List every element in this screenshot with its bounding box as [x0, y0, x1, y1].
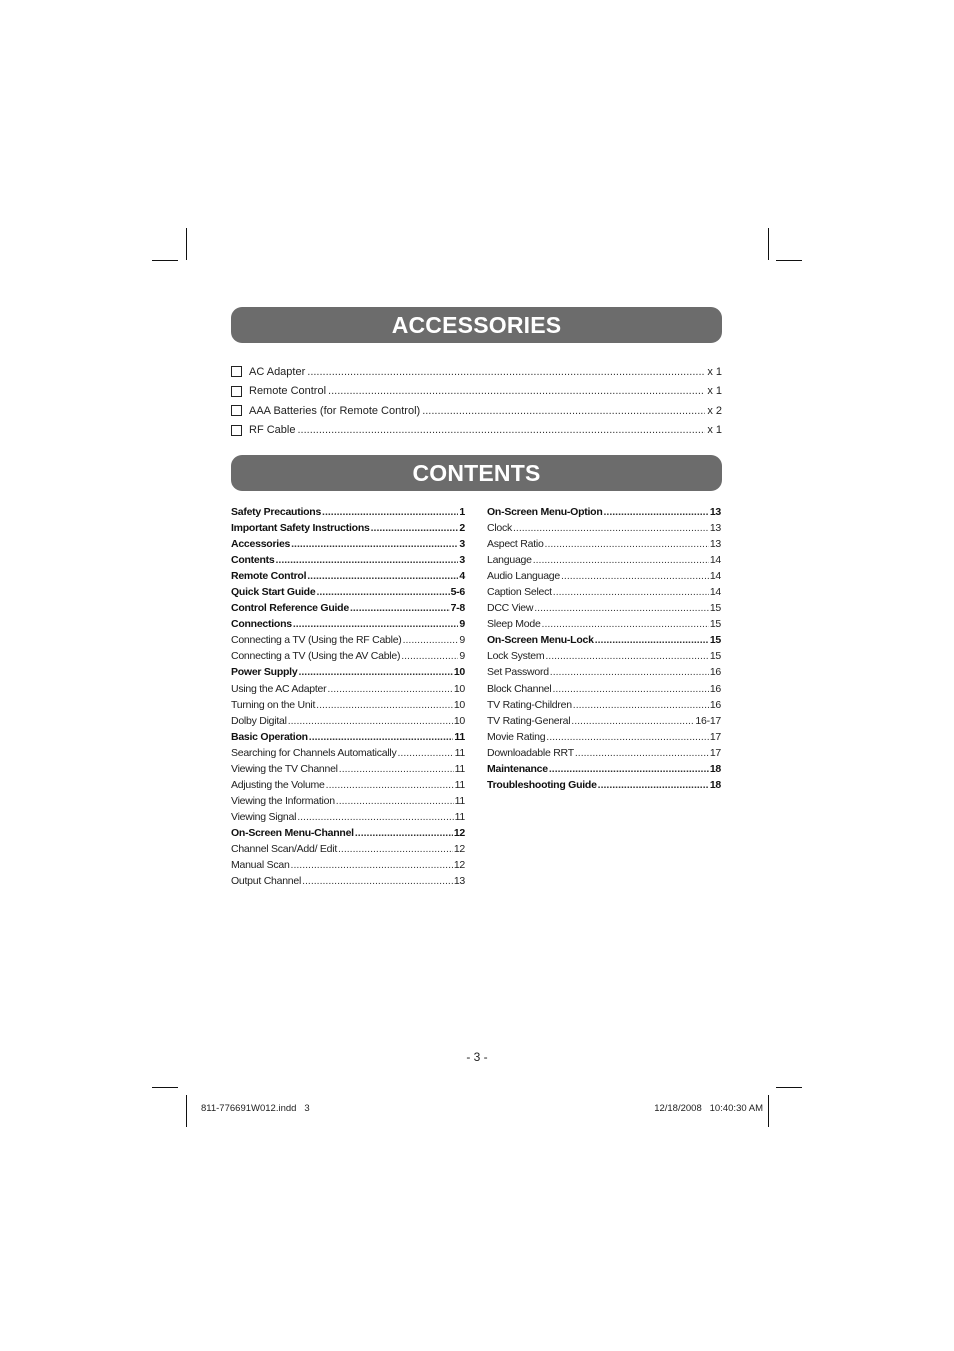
dot-leader	[291, 859, 453, 871]
toc-entry-page: 13	[709, 506, 721, 518]
list-item	[231, 421, 722, 441]
toc-entry	[487, 554, 721, 570]
toc-entry-title: Basic Operation	[231, 730, 308, 743]
toc-entry	[487, 699, 721, 715]
toc-entry-page: 12	[453, 826, 465, 839]
toc-entry	[231, 763, 465, 779]
crop-mark	[152, 1087, 178, 1088]
toc-entry-title: Viewing the Information	[231, 794, 335, 807]
toc-entry-page: 15	[709, 602, 721, 615]
accessories-list	[231, 362, 722, 440]
list-item	[231, 401, 722, 421]
dot-leader	[298, 666, 452, 678]
toc-entry-title: Lock System	[487, 650, 545, 663]
list-item	[231, 362, 722, 382]
toc-entry	[231, 506, 465, 522]
toc-entry-page: 3	[459, 538, 465, 551]
toc-entry	[231, 827, 465, 843]
toc-entry	[487, 618, 721, 634]
toc-entry-page: 12	[453, 859, 465, 872]
dot-leader	[291, 538, 458, 550]
toc-entry-page: 11	[454, 746, 465, 759]
toc-entry-page: 11	[454, 762, 465, 775]
checkbox-icon	[231, 405, 242, 416]
toc-entry	[231, 859, 465, 875]
toc-entry-page: 11	[454, 778, 465, 791]
toc-entry	[487, 538, 721, 554]
toc-entry-title: Adjusting the Volume	[231, 778, 325, 791]
dot-leader	[276, 554, 459, 566]
toc-entry-title: Searching for Channels Automatically	[231, 746, 397, 759]
dot-leader	[338, 843, 453, 855]
toc-entry	[231, 843, 465, 859]
toc-entry	[487, 506, 721, 522]
toc-entry	[231, 634, 465, 650]
toc-entry-title: Maintenance	[487, 762, 548, 775]
toc-entry-page: 4	[459, 570, 465, 583]
toc-entry	[231, 731, 465, 747]
toc-entry	[231, 650, 465, 666]
toc-entry-page: 16-17	[695, 714, 721, 727]
toc-entry-page: 16	[709, 682, 721, 695]
checkbox-icon	[231, 366, 242, 377]
dot-leader	[328, 385, 705, 397]
toc-entry-page: 15	[709, 634, 721, 647]
toc-entry-page: 14	[709, 586, 721, 599]
dot-leader	[293, 618, 459, 630]
toc-entry-page: 2	[459, 522, 465, 535]
dot-leader	[598, 779, 709, 791]
accessory-label: AC Adapter	[249, 365, 306, 378]
dot-leader	[604, 506, 709, 518]
dot-leader	[571, 715, 694, 727]
toc-entry-page: 15	[709, 618, 721, 631]
crop-mark	[152, 260, 178, 261]
dot-leader	[546, 731, 709, 743]
toc-entry	[487, 666, 721, 682]
toc-entry-page: 12	[453, 842, 465, 855]
toc-entry	[487, 650, 721, 666]
toc-entry-page: 18	[709, 762, 721, 775]
toc-entry-page: 9	[459, 650, 465, 663]
toc-entry-title: On-Screen Menu-Channel	[231, 826, 354, 839]
accessory-label: Remote Control	[249, 385, 327, 398]
toc-entry	[487, 731, 721, 747]
toc-entry-title: Movie Rating	[487, 730, 546, 743]
dot-leader	[513, 522, 709, 534]
toc-entry-page: 9	[459, 634, 465, 647]
dot-leader	[350, 602, 450, 614]
dot-leader	[297, 424, 705, 436]
dot-leader	[553, 586, 709, 598]
toc-entry	[231, 570, 465, 586]
dot-leader	[316, 586, 449, 598]
dot-leader	[398, 747, 454, 759]
toc-entry	[487, 522, 721, 538]
toc-entry-title: Caption Select	[487, 586, 552, 599]
dot-leader	[403, 634, 459, 646]
dot-leader	[371, 522, 459, 534]
toc-entry	[231, 779, 465, 795]
toc-entry-title: Dolby Digital	[231, 714, 287, 727]
toc-entry-page: 5-6	[450, 586, 465, 599]
dot-leader	[307, 570, 458, 582]
toc-entry-title: Connecting a TV (Using the AV Cable)	[231, 650, 401, 663]
dot-leader	[336, 795, 454, 807]
toc-entry	[487, 779, 721, 795]
toc-entry-title: Block Channel	[487, 682, 552, 695]
toc-entry-page: 14	[709, 554, 721, 567]
toc-entry	[231, 666, 465, 682]
toc-entry-page: 17	[709, 746, 721, 759]
toc-entry-title: Connections	[231, 618, 292, 631]
dot-leader	[316, 699, 453, 711]
dot-leader	[549, 763, 709, 775]
toc-entry	[231, 699, 465, 715]
toc-entry	[231, 602, 465, 618]
dot-leader	[309, 731, 454, 743]
toc-entry-title: Accessories	[231, 538, 291, 551]
accessories-heading: ACCESSORIES	[231, 307, 722, 343]
toc-entry-title: Using the AC Adapter	[231, 682, 327, 695]
toc-entry-title: Connecting a TV (Using the RF Cable)	[231, 634, 402, 647]
crop-mark	[776, 1087, 802, 1088]
toc-entry-title: Power Supply	[231, 666, 298, 679]
toc-entry-title: On-Screen Menu-Lock	[487, 634, 594, 647]
dot-leader	[422, 405, 705, 417]
toc-entry	[487, 683, 721, 699]
list-item	[231, 382, 722, 402]
toc-entry-page: 10	[453, 698, 465, 711]
toc-entry-title: Set Password	[487, 666, 549, 679]
toc-entry-page: 17	[709, 730, 721, 743]
toc-entry-title: Aspect Ratio	[487, 538, 544, 551]
toc-entry	[231, 522, 465, 538]
toc-left-column	[231, 506, 465, 891]
toc-entry-page: 16	[709, 666, 721, 679]
toc-entry	[231, 715, 465, 731]
toc-entry	[487, 602, 721, 618]
toc-entry-title: Turning on the Unit	[231, 698, 316, 711]
footer-filename: 811-776691W012.indd 3	[201, 1103, 310, 1114]
dot-leader	[355, 827, 453, 839]
dot-leader	[302, 875, 453, 887]
toc-entry	[487, 586, 721, 602]
checkbox-icon	[231, 425, 242, 436]
toc-entry-page: 11	[454, 730, 465, 743]
toc-entry-title: Quick Start Guide	[231, 586, 316, 599]
dot-leader	[288, 715, 453, 727]
toc-entry-title: Clock	[487, 522, 513, 535]
crop-mark	[186, 1095, 187, 1127]
accessory-quantity: x 1	[707, 365, 722, 378]
contents-heading: CONTENTS	[231, 455, 722, 491]
dot-leader	[575, 747, 709, 759]
toc-entry-title: Control Reference Guide	[231, 602, 349, 615]
toc-entry-title: Language	[487, 554, 532, 567]
toc-entry-page: 14	[709, 570, 721, 583]
toc-entry-title: Remote Control	[231, 570, 307, 583]
toc-entry-page: 11	[454, 794, 465, 807]
toc-entry	[231, 683, 465, 699]
toc-entry	[487, 763, 721, 779]
dot-leader	[561, 570, 709, 582]
toc-entry	[487, 715, 721, 731]
toc-entry-page: 10	[453, 714, 465, 727]
dot-leader	[552, 683, 708, 695]
toc-entry-page: 18	[709, 778, 721, 791]
footer-timestamp: 12/18/2008 10:40:30 AM	[654, 1103, 763, 1114]
dot-leader	[573, 699, 709, 711]
dot-leader	[327, 683, 452, 695]
toc-entry-title: Troubleshooting Guide	[487, 778, 597, 791]
toc-entry	[231, 795, 465, 811]
toc-entry	[231, 554, 465, 570]
checkbox-icon	[231, 386, 242, 397]
toc-entry	[231, 875, 465, 891]
accessory-quantity: x 2	[707, 404, 722, 417]
dot-leader	[545, 650, 708, 662]
toc-entry-title: Viewing Signal	[231, 810, 297, 823]
toc-entry-title: Channel Scan/Add/ Edit	[231, 842, 337, 855]
toc-entry-title: Output Channel	[231, 875, 302, 888]
toc-entry-page: 11	[454, 810, 465, 823]
toc-entry-title: Safety Precautions	[231, 506, 322, 518]
toc-entry	[231, 586, 465, 602]
toc-entry-page: 16	[709, 698, 721, 711]
dot-leader	[534, 602, 709, 614]
toc-entry-title: Contents	[231, 554, 275, 567]
toc-entry-page: 13	[709, 522, 721, 535]
toc-entry-page: 13	[709, 538, 721, 551]
toc-entry	[231, 747, 465, 763]
toc-entry-page: 10	[453, 666, 465, 679]
toc-entry-page: 9	[459, 618, 465, 631]
toc-entry	[487, 634, 721, 650]
toc-entry-page: 3	[459, 554, 465, 567]
toc-entry	[231, 538, 465, 554]
dot-leader	[297, 811, 453, 823]
dot-leader	[339, 763, 454, 775]
toc-entry-page: 15	[709, 650, 721, 663]
accessory-label: AAA Batteries (for Remote Control)	[249, 404, 421, 417]
toc-entry-title: Viewing the TV Channel	[231, 762, 338, 775]
toc-entry-title: TV Rating-Children	[487, 698, 572, 711]
toc-entry-title: DCC View	[487, 602, 534, 615]
accessory-quantity: x 1	[707, 385, 722, 398]
dot-leader	[401, 650, 458, 662]
toc-entry-page: 10	[453, 682, 465, 695]
dot-leader	[542, 618, 709, 630]
toc-right-column	[487, 506, 721, 795]
toc-entry-title: On-Screen Menu-Option	[487, 506, 603, 518]
dot-leader	[595, 634, 709, 646]
toc-entry-page: 13	[453, 875, 465, 888]
dot-leader	[550, 666, 709, 678]
dot-leader	[545, 538, 709, 550]
toc-entry	[231, 811, 465, 827]
accessory-label: RF Cable	[249, 424, 296, 437]
crop-mark	[776, 260, 802, 261]
crop-mark	[768, 228, 769, 260]
dot-leader	[326, 779, 454, 791]
dot-leader	[307, 366, 705, 378]
toc-entry-title: TV Rating-General	[487, 714, 571, 727]
toc-entry-title: Downloadable RRT	[487, 746, 574, 759]
toc-entry	[487, 747, 721, 763]
page-number: - 3 -	[466, 1050, 488, 1064]
toc-entry-title: Audio Language	[487, 570, 560, 583]
dot-leader	[533, 554, 709, 566]
toc-entry-title: Important Safety Instructions	[231, 522, 370, 535]
toc-entry-page: 1	[459, 506, 465, 518]
toc-entry	[231, 618, 465, 634]
toc-entry-title: Manual Scan	[231, 859, 290, 872]
crop-mark	[186, 228, 187, 260]
toc-entry	[487, 570, 721, 586]
crop-mark	[768, 1095, 769, 1127]
accessory-quantity: x 1	[707, 424, 722, 437]
dot-leader	[322, 506, 458, 518]
toc-entry-page: 7-8	[450, 602, 465, 615]
toc-entry-title: Sleep Mode	[487, 618, 541, 631]
